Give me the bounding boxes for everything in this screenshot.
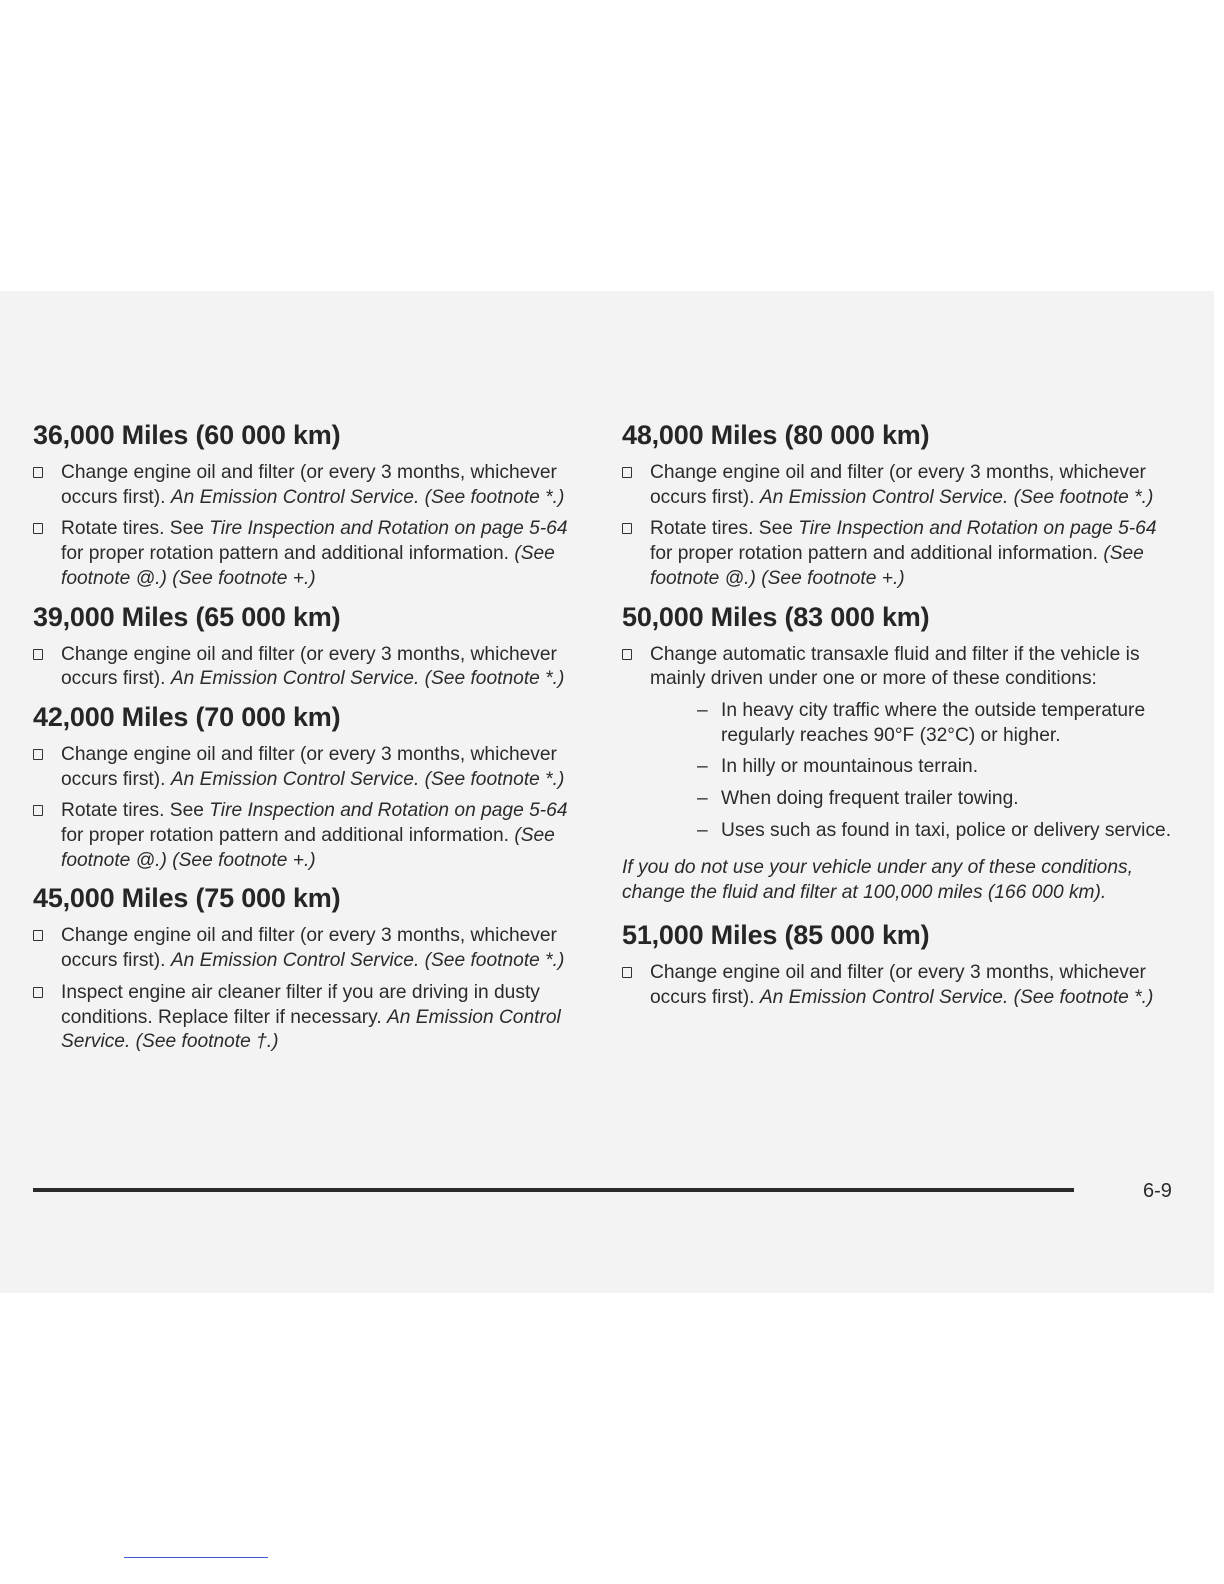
condition-item: – In heavy city traffic where the outside temperature regularly reaches 90°F (32°C) or higher. <box>697 699 1146 746</box>
section-heading: 45,000 Miles (75 000 km) <box>33 883 341 914</box>
checklist-item: Change engine oil and filter (or every 3 months, whichever occurs first). An Emission Control Service. (See footnote *.) <box>33 924 593 973</box>
section-51000 <box>622 920 1182 1010</box>
section-50000 <box>622 602 1182 906</box>
checkbox-icon <box>622 467 632 478</box>
right-column <box>622 420 1182 1021</box>
footer-rule <box>33 1188 1074 1192</box>
section-heading: 51,000 Miles (85 000 km) <box>622 920 930 951</box>
dash-bullet: – <box>697 756 708 778</box>
section-heading: 50,000 Miles (83 000 km) <box>622 601 930 632</box>
section-36000 <box>33 420 593 592</box>
checkbox-icon <box>33 523 43 534</box>
checkbox-icon <box>622 523 632 534</box>
condition-item: – In hilly or mountainous terrain. <box>622 755 1182 780</box>
checklist-item: Rotate tires. See Tire Inspection and Rotation on page 5-64 for proper rotation pattern and additional information. (See footnote @.) (See footnote +.) <box>622 517 1182 591</box>
checkbox-icon <box>622 649 632 660</box>
checklist-item: Rotate tires. See Tire Inspection and Rotation on page 5-64 for proper rotation pattern and additional information. (See footnote @.) (See footnote +.) <box>33 799 593 873</box>
checklist-item: Change engine oil and filter (or every 3 months, whichever occurs first). An Emission Control Service. (See footnote *.) <box>622 961 1182 1010</box>
checkbox-icon <box>33 749 43 760</box>
checkbox-icon <box>33 649 43 660</box>
checklist-item: Change automatic transaxle fluid and filter if the vehicle is mainly driven under one or more of these conditions: <box>622 643 1182 692</box>
checkbox-icon <box>622 967 632 978</box>
condition-item: – Uses such as found in taxi, police or delivery service. <box>622 819 1182 844</box>
checkbox-icon <box>33 467 43 478</box>
section-48000 <box>622 420 1182 592</box>
checklist-item: Change engine oil and filter (or every 3 months, whichever occurs first). An Emission Control Service. (See footnote *.) <box>33 743 593 792</box>
page-number: 6-9 <box>1143 1180 1172 1202</box>
section-heading: 48,000 Miles (80 000 km) <box>622 420 930 450</box>
dash-bullet: – <box>697 788 708 810</box>
dash-bullet: – <box>697 819 708 841</box>
checkbox-icon <box>33 805 43 816</box>
section-heading: 36,000 Miles (60 000 km) <box>33 420 341 450</box>
condition-item: – When doing frequent trailer towing. <box>622 787 1182 812</box>
italic-note: If you do not use your vehicle under any of these conditions, change the fluid and filter at 100,000 miles (166 000 km). <box>622 857 1133 904</box>
footer-link-underline[interactable] <box>124 1557 268 1558</box>
section-heading: 42,000 Miles (70 000 km) <box>33 701 341 732</box>
section-42000 <box>33 702 593 874</box>
checklist-item: Change engine oil and filter (or every 3 months, whichever occurs first). An Emission Control Service. (See footnote *.) <box>33 461 593 510</box>
checklist-item: Inspect engine air cleaner filter if you are driving in dusty conditions. Replace filter if necessary. An Emission Control Service. (See footnote †.) <box>33 981 593 1055</box>
left-column <box>33 420 593 1065</box>
dash-bullet: – <box>697 699 708 721</box>
cross-reference-link[interactable]: Tire Inspection and Rotation on page 5-64 <box>209 800 568 822</box>
checklist-item: Change engine oil and filter (or every 3 months, whichever occurs first). An Emission Control Service. (See footnote *.) <box>622 461 1182 510</box>
cross-reference-link[interactable]: Tire Inspection and Rotation on page 5-64 <box>209 518 568 540</box>
checklist-item: Change engine oil and filter (or every 3 months, whichever occurs first). An Emission Control Service. (See footnote *.) <box>33 643 593 692</box>
checkbox-icon <box>33 930 43 941</box>
section-39000 <box>33 602 593 692</box>
checklist-item: Rotate tires. See Tire Inspection and Rotation on page 5-64 for proper rotation pattern and additional information. (See footnote @.) (See footnote +.) <box>33 517 593 591</box>
section-heading: 39,000 Miles (65 000 km) <box>33 601 341 632</box>
section-45000 <box>33 883 593 1055</box>
cross-reference-link[interactable]: Tire Inspection and Rotation on page 5-64 <box>798 518 1157 540</box>
checkbox-icon <box>33 987 43 998</box>
